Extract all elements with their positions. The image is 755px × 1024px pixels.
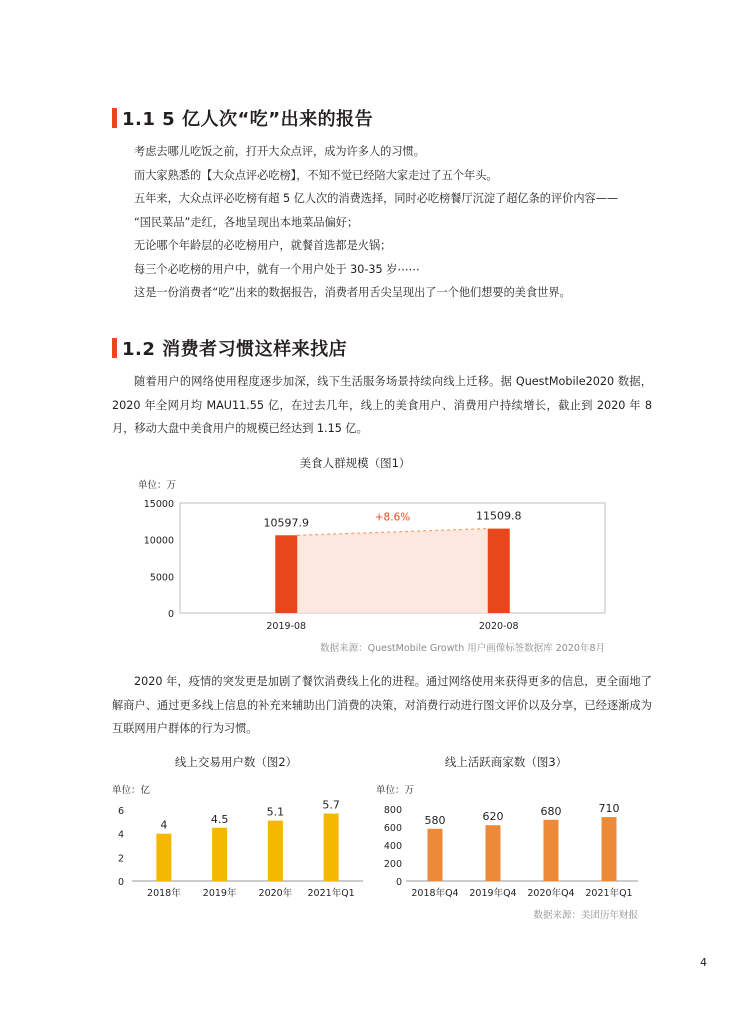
section-heading-2 xyxy=(112,334,347,362)
bar xyxy=(486,825,501,881)
bar xyxy=(156,834,171,881)
chart-title: 线上活跃商家数（图3） xyxy=(444,755,568,769)
section-heading-1 xyxy=(112,104,373,132)
bar xyxy=(324,814,339,881)
paragraph: 而大家熟悉的【大众点评必吃榜】，不知不觉已经陪大家走过了五个年头。 xyxy=(134,168,498,182)
data-label: 4.5 xyxy=(210,812,229,826)
data-label: 5.7 xyxy=(322,798,340,812)
y-tick-label: 400 xyxy=(383,841,402,852)
chart-online-users xyxy=(108,750,370,900)
y-tick-label: 2 xyxy=(117,853,124,865)
chart-food-users xyxy=(110,455,630,660)
bar xyxy=(275,535,297,613)
paragraph: 随着用户的网络使用程度逐步加深，线下生活服务场景持续向线上迁移。据 QuestMobile2020 数据，2020 年全网月均 MAU11.55 亿，在过去几年，线上的美食用户、消费用户持续增长，截止到 2020 年 8 月，移动大盘中美食用户的规模已经达到 1.15 亿。 xyxy=(112,375,652,435)
unit-label: 单位：万 xyxy=(138,480,177,491)
paragraph: 2020 年，疫情的突发更是加剧了餐饮消费线上化的进程。通过网络使用来获得更多的信息，更全面地了解商户、通过更多线上信息的补充来辅助出门消费的决策，对消费行动进行图文评价以及分享，已经逐渐成为互联网用户群体的行为习惯。 xyxy=(112,675,652,735)
bar xyxy=(268,821,283,881)
section-title-2: 1.2 消费者习惯这样来找店 xyxy=(122,339,348,360)
bar xyxy=(544,820,559,881)
section-title-1: 1.1 5 亿人次“吃”出来的报告 xyxy=(122,109,374,130)
data-label: 4 xyxy=(160,818,168,832)
data-label: 710 xyxy=(598,802,620,816)
x-tick-label: 2019-08 xyxy=(266,621,307,632)
x-tick-label: 2020年 xyxy=(258,888,293,899)
x-tick-label: 2021年Q1 xyxy=(307,888,355,899)
x-tick-label: 2019年Q4 xyxy=(469,888,517,899)
paragraph: 无论哪个年龄层的必吃榜用户，就餐首选都是火锅； xyxy=(134,239,392,252)
unit-label: 单位：亿 xyxy=(112,785,151,796)
source-note: 数据来源：美团历年财报 xyxy=(533,910,638,921)
heading-accent-bar xyxy=(112,338,117,358)
x-tick-label: 2018年 xyxy=(147,888,181,899)
bar xyxy=(428,829,443,881)
x-tick-label: 2020-08 xyxy=(478,621,519,632)
section-1-body xyxy=(112,140,652,305)
data-label: 5.1 xyxy=(266,805,285,819)
y-tick-label: 600 xyxy=(383,823,402,834)
y-tick-label: 0 xyxy=(395,877,402,888)
page-number: 4 xyxy=(700,956,707,969)
paragraph: 这是一份消费者“吃”出来的数据报告，消费者用舌尖呈现出了一个他们想要的美食世界。 xyxy=(134,286,571,299)
x-tick-label: 2019年 xyxy=(202,888,237,899)
y-tick-label: 0 xyxy=(167,609,174,620)
data-label: 580 xyxy=(424,813,446,827)
growth-label: +8.6% xyxy=(374,511,411,524)
heading-accent-bar xyxy=(112,108,117,128)
data-label: 620 xyxy=(482,810,504,824)
paragraph: 五年来，大众点评必吃榜有超 5 亿人次的消费选择，同时必吃榜餐厅沉淀了超亿条的评价内容—— xyxy=(134,192,619,205)
bar xyxy=(488,529,510,613)
x-tick-label: 2020年Q4 xyxy=(527,888,575,899)
paragraph: 考虑去哪儿吃饭之前，打开大众点评，成为许多人的习惯。 xyxy=(134,145,425,158)
y-tick-label: 4 xyxy=(117,829,124,841)
chart-title: 线上交易用户数（图2） xyxy=(174,755,298,769)
paragraph: 每三个必吃榜的用户中，就有一个用户处于 30-35 岁⋯⋯ xyxy=(134,262,420,276)
y-tick-label: 6 xyxy=(117,806,124,817)
data-label: 680 xyxy=(540,804,562,818)
chart-active-merchants xyxy=(376,750,646,925)
y-tick-label: 200 xyxy=(383,859,402,870)
growth-area xyxy=(297,529,488,613)
section-2-body-1 xyxy=(112,370,652,441)
bar xyxy=(602,817,617,881)
unit-label: 单位：万 xyxy=(376,785,415,796)
section-2-body-2 xyxy=(112,670,652,741)
bar xyxy=(212,828,227,881)
y-tick-label: 15000 xyxy=(143,499,174,510)
chart-title: 美食人群规模（图1） xyxy=(299,456,411,470)
data-label: 10597.9 xyxy=(263,516,309,530)
x-tick-label: 2018年Q4 xyxy=(411,888,459,899)
data-label: 11509.8 xyxy=(476,509,522,523)
paragraph: “国民菜品”走红，各地呈现出本地菜品偏好； xyxy=(134,215,359,229)
source-note: 数据来源：QuestMobile Growth 用户画像标签数据库 2020年8月 xyxy=(320,643,605,654)
y-tick-label: 0 xyxy=(117,877,124,888)
y-tick-label: 10000 xyxy=(143,535,174,547)
x-tick-label: 2021年Q1 xyxy=(585,888,633,899)
y-tick-label: 800 xyxy=(383,805,402,816)
y-tick-label: 5000 xyxy=(149,572,174,584)
